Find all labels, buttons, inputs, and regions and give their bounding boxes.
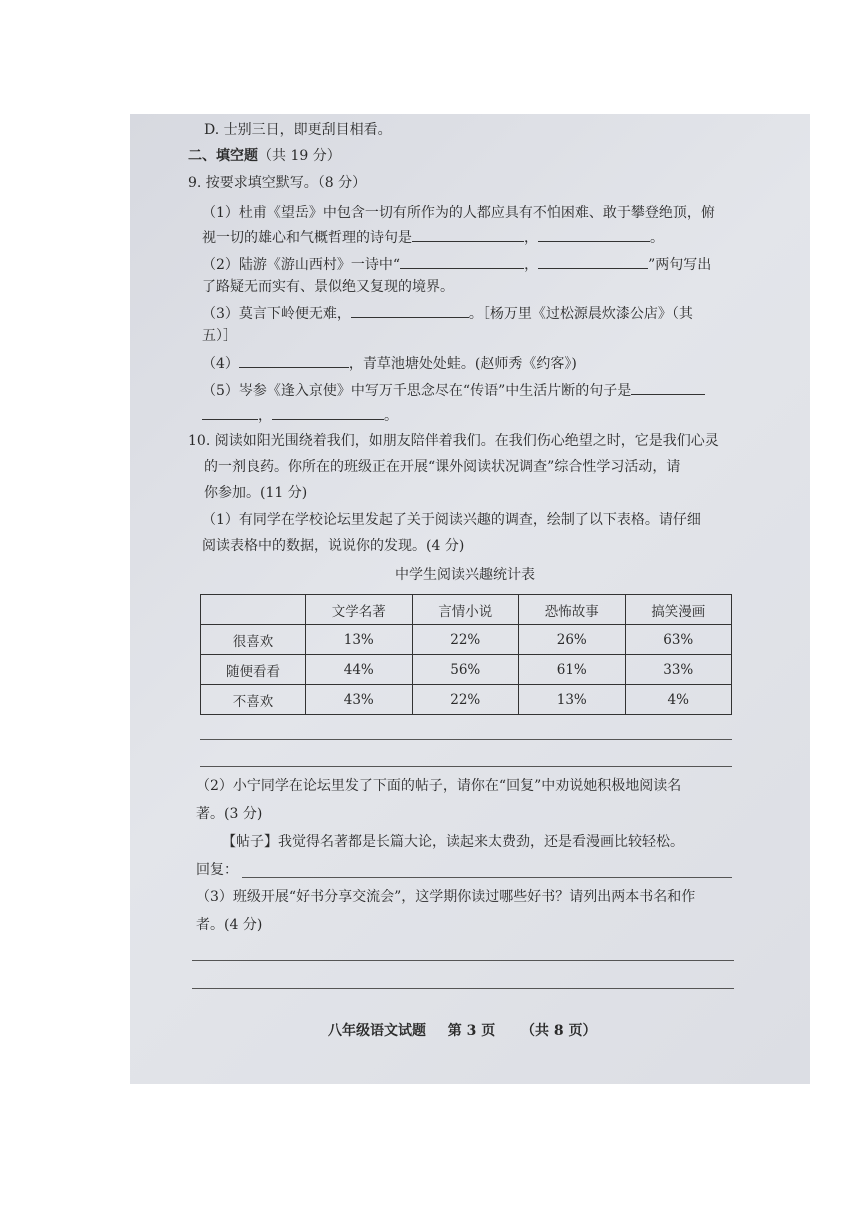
- q10-line1: 10. 阅读如阳光围绕着我们，如朋友陪伴着我们。在我们伤心绝望之时，它是我们心灵: [188, 433, 719, 449]
- table-header-cell: 搞笑漫画: [625, 595, 732, 625]
- reply-answer-line[interactable]: [242, 877, 732, 878]
- table-cell: 4%: [625, 685, 732, 715]
- q9-item3-line2: 五）］: [202, 328, 237, 344]
- q9-item3-prompt: （3）莫言下岭便无难，: [202, 306, 351, 322]
- table-row: [201, 685, 732, 715]
- table-cell: 56%: [412, 655, 519, 685]
- table-cell: 随便看看: [201, 655, 306, 685]
- q9-item5-blank-3[interactable]: [272, 405, 384, 420]
- q10-sub3-line2: 者。(4 分): [196, 917, 263, 933]
- page-footer: [328, 1020, 597, 1040]
- q10-sub1-line1: （1）有同学在学校论坛里发起了关于阅读兴趣的调查，绘制了以下表格。请仔细: [202, 512, 701, 528]
- answer-line[interactable]: [200, 766, 732, 767]
- q9-item1-line1: （1）杜甫《望岳》中包含一切有所作为的人都应具有不怕困难、敢于攀登绝顶，俯: [202, 205, 715, 221]
- table-cell: 22%: [412, 685, 519, 715]
- section-2-heading: [188, 146, 341, 166]
- table-row: [201, 625, 732, 655]
- q9-item1-prompt: 视一切的雄心和气概哲理的诗句是: [202, 230, 412, 246]
- footer-subject: 八年级语文试题: [328, 1023, 426, 1039]
- table-cell: 22%: [412, 625, 519, 655]
- comma: ，: [524, 230, 538, 246]
- period: 。: [650, 230, 664, 246]
- q10-sub2-line2: 著。(3 分): [196, 806, 263, 822]
- previous-option-d: D. 士别三日，即更刮目相看。: [204, 122, 392, 138]
- q10-sub3-line1: （3）班级开展“好书分享交流会”，这学期你读过哪些好书？请列出两本书名和作: [196, 889, 696, 905]
- table-header-cell: [201, 595, 306, 625]
- q10-line3: 你参加。(11 分): [204, 485, 308, 501]
- q9-item1-blank-1[interactable]: [412, 227, 524, 242]
- table-header-row: [201, 595, 732, 625]
- q9-item5-blank-2[interactable]: [202, 405, 258, 420]
- q9-item2-blank-1[interactable]: [400, 254, 524, 269]
- q9-item4-number: （4）: [202, 356, 239, 372]
- q9-item2-line2: 了路疑无而实有、景似绝又复现的境界。: [202, 279, 454, 295]
- q9-item5-line1: [202, 380, 705, 401]
- table-header-cell: 文学名著: [306, 595, 413, 625]
- q9-item1-line2: [202, 227, 664, 248]
- exam-page: [130, 114, 810, 1084]
- comma: ，: [524, 257, 539, 273]
- q9-title: 9. 按要求填空默写。（8 分）: [188, 175, 367, 191]
- q9-item4-line: [202, 353, 577, 374]
- table-cell: 很喜欢: [201, 625, 306, 655]
- table-cell: 44%: [306, 655, 413, 685]
- q9-item3-line1: [202, 303, 693, 324]
- table-cell: 13%: [306, 625, 413, 655]
- q9-item4-text: ，青草池塘处处蛙。(赵师秀《约客》): [348, 356, 577, 372]
- q9-item2-prompt: （2）陆游《游山西村》一诗中“: [202, 257, 401, 273]
- table-title: 中学生阅读兴趣统计表: [395, 567, 535, 583]
- section-2-title: 二、填空题: [188, 148, 258, 164]
- table-cell: 不喜欢: [201, 685, 306, 715]
- q9-item4-blank[interactable]: [239, 353, 349, 368]
- table-cell: 63%: [625, 625, 732, 655]
- period: 。: [384, 408, 398, 424]
- table-cell: 13%: [519, 685, 626, 715]
- answer-line[interactable]: [192, 988, 734, 989]
- reading-interest-table: [200, 594, 732, 715]
- table-header-cell: 恐怖故事: [519, 595, 626, 625]
- table-cell: 26%: [519, 625, 626, 655]
- table-cell: 61%: [519, 655, 626, 685]
- q10-sub1-line2: 阅读表格中的数据，说说你的发现。(4 分): [202, 538, 465, 554]
- q9-item2-line1: [202, 254, 711, 275]
- answer-line[interactable]: [192, 960, 734, 961]
- q9-item5-blank-1[interactable]: [631, 380, 705, 395]
- table-row: [201, 655, 732, 685]
- q10-sub2-line1: （2）小宁同学在论坛里发了下面的帖子，请你在“回复”中劝说她积极地阅读名: [196, 778, 682, 794]
- comma: ，: [258, 408, 272, 424]
- q9-item1-blank-2[interactable]: [538, 227, 650, 242]
- table-cell: 43%: [306, 685, 413, 715]
- footer-total: （共 8 页）: [521, 1023, 597, 1039]
- footer-page: 第 3 页: [447, 1023, 496, 1039]
- forum-post: 【帖子】我觉得名著都是长篇大论，读起来太费劲，还是看漫画比较轻松。: [222, 834, 684, 850]
- reply-label: 回复：: [196, 862, 238, 878]
- table-header-cell: 言情小说: [412, 595, 519, 625]
- section-2-score: （共 19 分）: [258, 148, 341, 164]
- q9-item5-prompt: （5）岑参《逢入京使》中写万千思念尽在“传语”中生活片断的句子是: [202, 383, 632, 399]
- q9-item5-line2: [202, 405, 398, 426]
- q10-line2: 的一剂良药。你所在的班级正在开展“课外阅读状况调查”综合性学习活动，请: [204, 459, 681, 475]
- answer-line[interactable]: [200, 739, 732, 740]
- table-cell: 33%: [625, 655, 732, 685]
- q9-item2-blank-2[interactable]: [538, 254, 648, 269]
- q9-item3-blank[interactable]: [351, 303, 469, 318]
- q9-item2-suffix: ”两句写出: [648, 257, 712, 273]
- q9-item3-source: 。［杨万里《过松源晨炊漆公店》（其: [468, 306, 693, 322]
